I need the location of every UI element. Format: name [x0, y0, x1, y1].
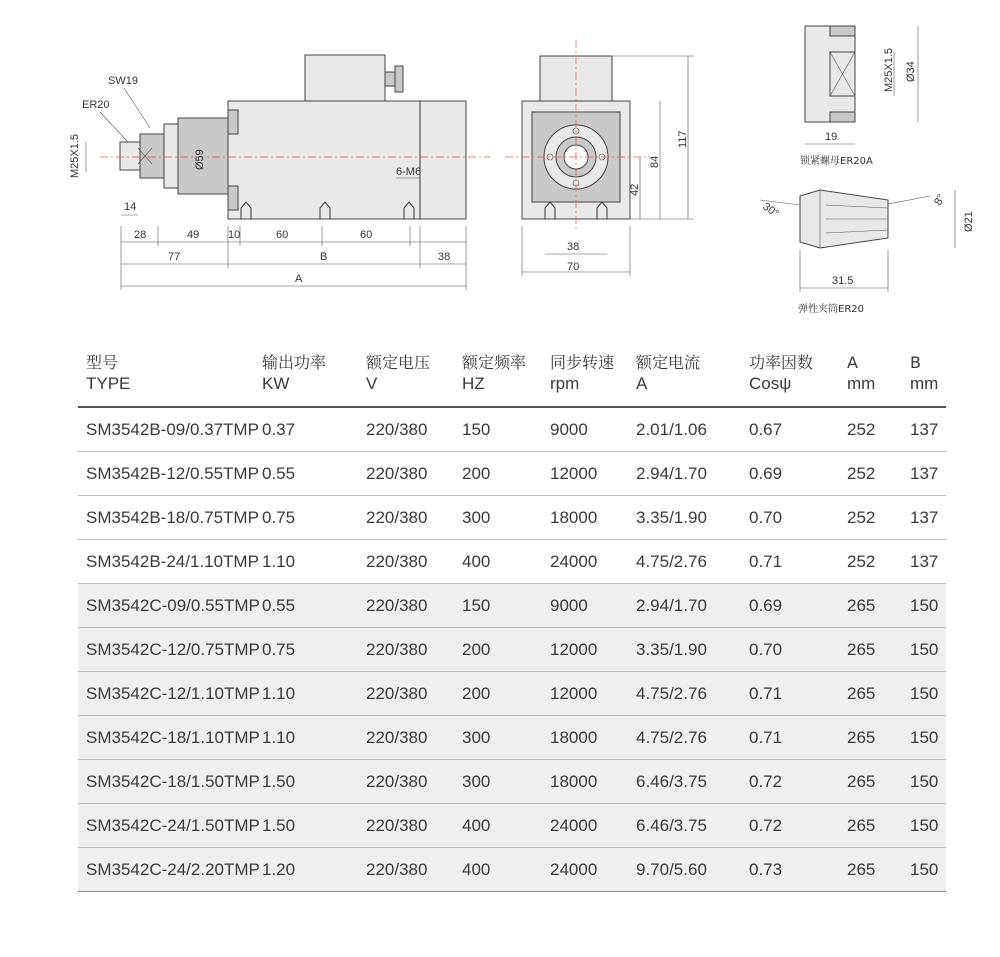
cell-a: 265	[839, 848, 902, 892]
cell-b: 150	[902, 584, 946, 628]
cell-type: SM3542C-24/1.50TMP	[78, 804, 254, 848]
dim-60-a: 60	[276, 229, 289, 241]
cell-speed: 9000	[542, 407, 628, 452]
collet-dim-dia21: Ø21	[963, 211, 975, 232]
table-row	[78, 628, 946, 672]
cell-current: 2.01/1.06	[628, 407, 741, 452]
table-row	[78, 716, 946, 760]
cell-type: SM3542C-18/1.50TMP	[78, 760, 254, 804]
cell-voltage: 220/380	[358, 760, 454, 804]
cell-type: SM3542C-12/1.10TMP	[78, 672, 254, 716]
table-header-row	[78, 352, 946, 407]
cell-frequency: 200	[454, 672, 542, 716]
cell-voltage: 220/380	[358, 672, 454, 716]
header-type: 型号 TYPE	[78, 352, 254, 407]
cell-voltage: 220/380	[358, 716, 454, 760]
cell-type: SM3542B-24/1.10TMP	[78, 540, 254, 584]
table-row	[78, 496, 946, 540]
cell-a: 252	[839, 407, 902, 452]
cell-voltage: 220/380	[358, 804, 454, 848]
collet-dim-8deg: 8°	[932, 192, 948, 208]
cell-power: 0.75	[254, 628, 358, 672]
cell-type: SM3542C-18/1.10TMP	[78, 716, 254, 760]
cell-b: 150	[902, 760, 946, 804]
cell-frequency: 400	[454, 540, 542, 584]
cell-type: SM3542C-09/0.55TMP	[78, 584, 254, 628]
header-power-factor: 功率因数 Cosψ	[741, 352, 839, 407]
dim-38-front: 38	[567, 241, 580, 253]
dim-b: B	[320, 251, 328, 263]
cell-type: SM3542B-12/0.55TMP	[78, 452, 254, 496]
cell-power-factor: 0.70	[741, 496, 839, 540]
cell-b: 137	[902, 407, 946, 452]
label-dia59: Ø59	[194, 149, 206, 170]
cell-voltage: 220/380	[358, 848, 454, 892]
cell-b: 150	[902, 628, 946, 672]
cell-power-factor: 0.72	[741, 804, 839, 848]
cell-frequency: 200	[454, 452, 542, 496]
table-row	[78, 672, 946, 716]
cell-b: 137	[902, 496, 946, 540]
cell-speed: 24000	[542, 540, 628, 584]
label-sw19: SW19	[108, 75, 138, 87]
cell-power-factor: 0.73	[741, 848, 839, 892]
header-b: B mm	[902, 352, 946, 407]
cell-current: 3.35/1.90	[628, 628, 741, 672]
cell-power: 1.10	[254, 672, 358, 716]
cell-power-factor: 0.71	[741, 672, 839, 716]
cell-type: SM3542B-09/0.37TMP	[78, 407, 254, 452]
nut-dim-m25: M25X1.5	[883, 47, 895, 92]
dim-77: 77	[168, 251, 181, 263]
header-power: 输出功率 KW	[254, 352, 358, 407]
dim-28: 28	[134, 229, 147, 241]
cell-type: SM3542B-18/0.75TMP	[78, 496, 254, 540]
cell-b: 150	[902, 672, 946, 716]
header-speed: 同步转速 rpm	[542, 352, 628, 407]
cell-current: 4.75/2.76	[628, 540, 741, 584]
header-frequency: 额定频率 HZ	[454, 352, 542, 407]
side-view	[69, 55, 490, 290]
nut-dim-19: 19	[825, 131, 838, 143]
dim-42: 42	[629, 183, 641, 196]
cell-power: 1.10	[254, 540, 358, 584]
dim-70: 70	[567, 261, 580, 273]
cell-power: 1.50	[254, 760, 358, 804]
header-a: A mm	[839, 352, 902, 407]
cell-current: 2.94/1.70	[628, 452, 741, 496]
cell-a: 265	[839, 628, 902, 672]
cell-power-factor: 0.71	[741, 540, 839, 584]
cell-voltage: 220/380	[358, 452, 454, 496]
lock-nut-view	[800, 26, 918, 167]
dim-10: 10	[228, 229, 241, 241]
cell-b: 150	[902, 848, 946, 892]
dim-84: 84	[649, 155, 661, 168]
cell-frequency: 300	[454, 760, 542, 804]
cell-type: SM3542C-24/2.20TMP	[78, 848, 254, 892]
front-view	[505, 40, 694, 276]
table-row	[78, 848, 946, 892]
cell-power: 1.10	[254, 716, 358, 760]
spec-table	[78, 352, 946, 892]
header-current: 额定电流 A	[628, 352, 741, 407]
collet-caption: 弹性夹筒ER20	[798, 304, 864, 315]
nut-dim-dia34: Ø34	[905, 61, 917, 82]
cell-power-factor: 0.70	[741, 628, 839, 672]
cell-speed: 18000	[542, 716, 628, 760]
cell-a: 252	[839, 496, 902, 540]
cell-voltage: 220/380	[358, 628, 454, 672]
cell-current: 2.94/1.70	[628, 584, 741, 628]
cell-speed: 12000	[542, 452, 628, 496]
collet-dim-30deg: 30°	[760, 200, 781, 221]
cell-speed: 24000	[542, 848, 628, 892]
cell-power-factor: 0.71	[741, 716, 839, 760]
cell-b: 150	[902, 804, 946, 848]
table-row	[78, 540, 946, 584]
cell-power-factor: 0.72	[741, 760, 839, 804]
cell-frequency: 150	[454, 584, 542, 628]
cell-frequency: 300	[454, 496, 542, 540]
cell-speed: 24000	[542, 804, 628, 848]
cell-speed: 12000	[542, 672, 628, 716]
cell-type: SM3542C-12/0.75TMP	[78, 628, 254, 672]
cell-current: 4.75/2.76	[628, 716, 741, 760]
cell-frequency: 400	[454, 848, 542, 892]
technical-drawing	[0, 0, 1000, 330]
cell-power: 0.37	[254, 407, 358, 452]
cell-frequency: 300	[454, 716, 542, 760]
header-voltage: 额定电压 V	[358, 352, 454, 407]
cell-voltage: 220/380	[358, 407, 454, 452]
label-m25x1-5: M25X1.5	[69, 133, 81, 178]
cell-a: 265	[839, 716, 902, 760]
collet-view	[760, 190, 975, 315]
cell-power-factor: 0.67	[741, 407, 839, 452]
cell-a: 265	[839, 760, 902, 804]
nut-caption: 锁紧螺母ER20A	[800, 156, 873, 167]
cell-b: 137	[902, 452, 946, 496]
cell-voltage: 220/380	[358, 540, 454, 584]
cell-voltage: 220/380	[358, 584, 454, 628]
cell-a: 265	[839, 584, 902, 628]
cell-speed: 18000	[542, 496, 628, 540]
dim-38-side: 38	[438, 251, 451, 263]
cell-power-factor: 0.69	[741, 452, 839, 496]
cell-speed: 9000	[542, 584, 628, 628]
cell-frequency: 200	[454, 628, 542, 672]
cell-b: 150	[902, 716, 946, 760]
table-row	[78, 804, 946, 848]
cell-a: 252	[839, 452, 902, 496]
cell-power: 0.55	[254, 584, 358, 628]
cell-current: 3.35/1.90	[628, 496, 741, 540]
table-row	[78, 760, 946, 804]
table-row	[78, 452, 946, 496]
cell-power: 1.50	[254, 804, 358, 848]
table-row	[78, 407, 946, 452]
dim-a: A	[295, 273, 303, 285]
dim-14: 14	[124, 201, 137, 213]
cell-speed: 18000	[542, 760, 628, 804]
cell-frequency: 400	[454, 804, 542, 848]
dim-117: 117	[677, 130, 689, 148]
cell-speed: 12000	[542, 628, 628, 672]
cell-power-factor: 0.69	[741, 584, 839, 628]
collet-dim-31-5: 31.5	[832, 275, 854, 287]
cell-frequency: 150	[454, 407, 542, 452]
cell-a: 265	[839, 804, 902, 848]
label-6-m6: 6-M6	[396, 166, 422, 178]
label-er20: ER20	[82, 99, 110, 111]
cell-current: 6.46/3.75	[628, 804, 741, 848]
cell-current: 6.46/3.75	[628, 760, 741, 804]
cell-power: 0.75	[254, 496, 358, 540]
cell-a: 265	[839, 672, 902, 716]
cell-power: 0.55	[254, 452, 358, 496]
dim-60-b: 60	[360, 229, 373, 241]
cell-b: 137	[902, 540, 946, 584]
cell-current: 9.70/5.60	[628, 848, 741, 892]
table-row	[78, 584, 946, 628]
cell-voltage: 220/380	[358, 496, 454, 540]
cell-a: 252	[839, 540, 902, 584]
cell-current: 4.75/2.76	[628, 672, 741, 716]
cell-power: 1.20	[254, 848, 358, 892]
dim-49: 49	[187, 229, 200, 241]
